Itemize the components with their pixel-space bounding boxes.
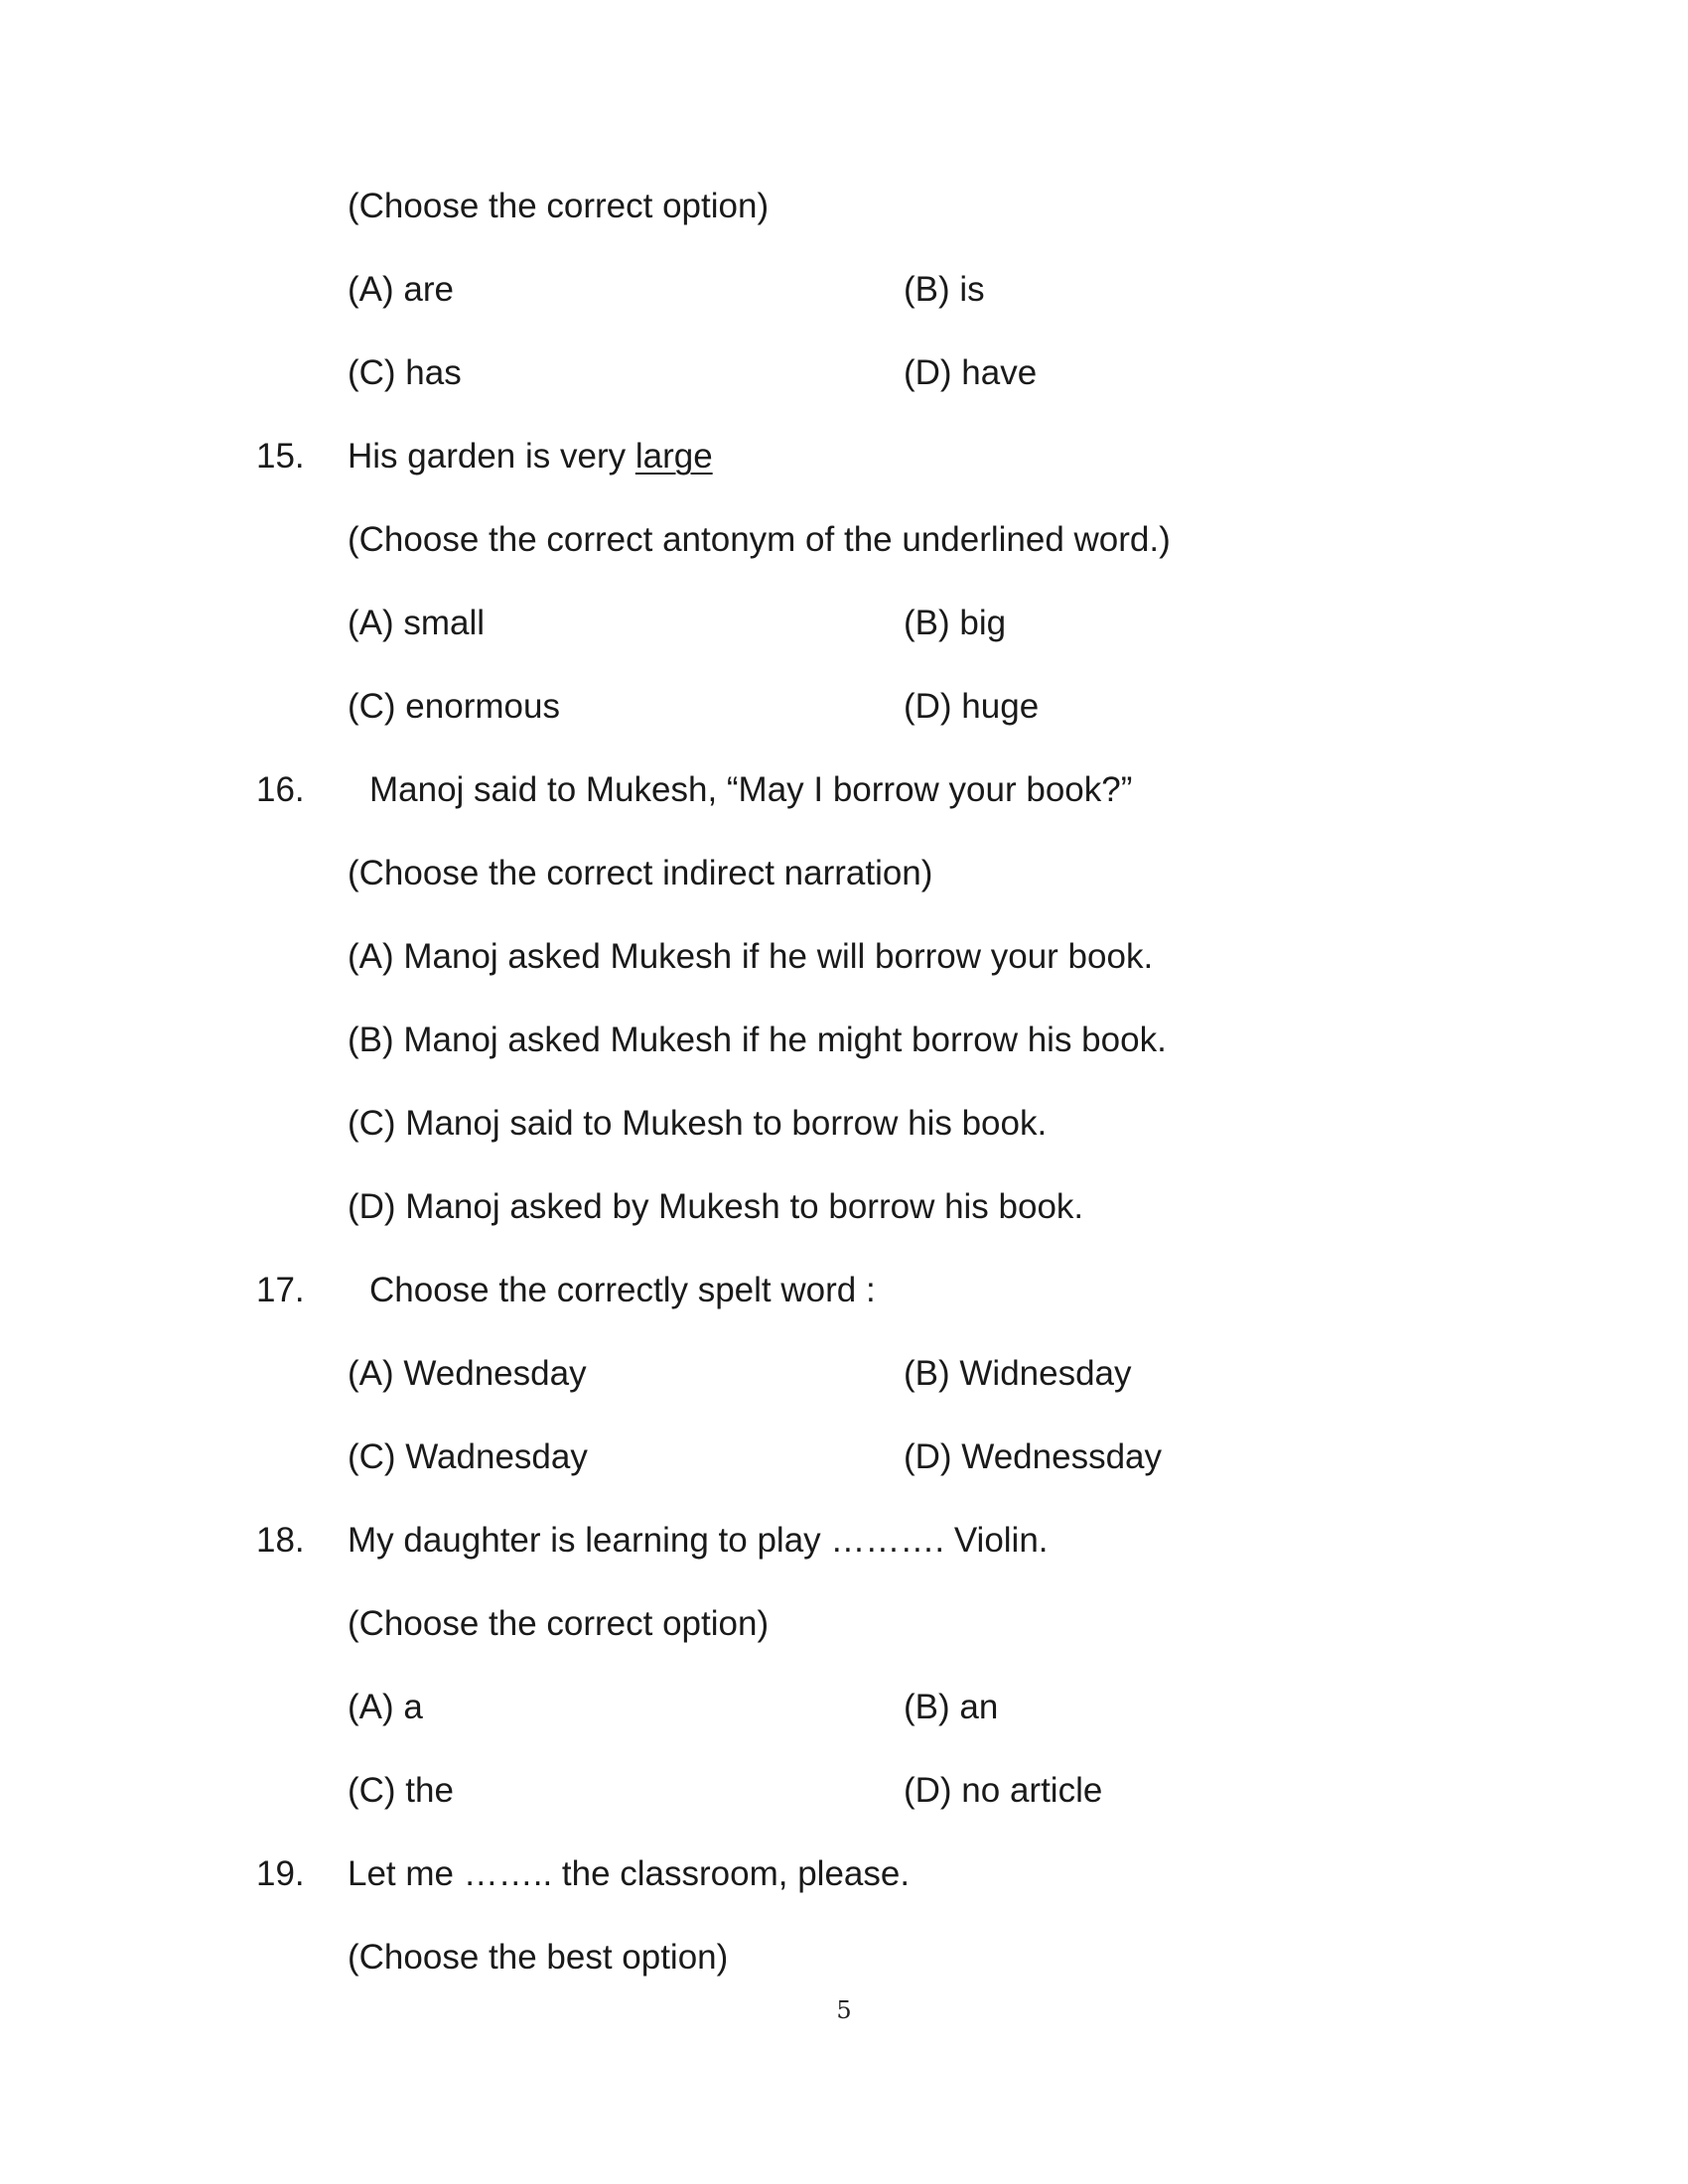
q14-option-a: (A) are — [348, 270, 454, 309]
q16-option-d: (D) Manoj asked by Mukesh to borrow his book. — [348, 1187, 1084, 1226]
q18-option-c: (C) the — [348, 1771, 454, 1810]
q18-number: 18. — [256, 1521, 305, 1560]
q18-prompt: My daughter is learning to play ………. Violin. — [348, 1521, 1049, 1560]
q18-option-a: (A) a — [348, 1688, 423, 1726]
q18-option-b: (B) an — [904, 1688, 999, 1726]
q15-option-c: (C) enormous — [348, 687, 560, 726]
q19-prompt: Let me …….. the classroom, please. — [348, 1854, 911, 1893]
q16-number: 16. — [256, 770, 305, 809]
q14-instruction: (Choose the correct option) — [348, 187, 770, 225]
q17-number: 17. — [256, 1271, 305, 1309]
q19-number: 19. — [256, 1854, 305, 1893]
q14-option-c: (C) has — [348, 353, 462, 392]
q16-prompt: Manoj said to Mukesh, “May I borrow your book?” — [369, 770, 1133, 809]
q16-option-b: (B) Manoj asked Mukesh if he might borrow his book. — [348, 1021, 1167, 1059]
q15-option-a: (A) small — [348, 604, 486, 642]
q15-number: 15. — [256, 437, 305, 476]
q15-option-b: (B) big — [904, 604, 1007, 642]
q16-option-c: (C) Manoj said to Mukesh to borrow his book. — [348, 1104, 1048, 1143]
q17-option-d: (D) Wednessday — [904, 1437, 1163, 1476]
q19-instruction: (Choose the best option) — [348, 1938, 729, 1977]
page-number: 5 — [836, 1996, 852, 2024]
q18-option-d: (D) no article — [904, 1771, 1103, 1810]
q18-instruction: (Choose the correct option) — [348, 1604, 770, 1643]
q15-option-d: (D) huge — [904, 687, 1040, 726]
q15-underlined-word: large — [634, 437, 713, 476]
q17-option-c: (C) Wadnesday — [348, 1437, 588, 1476]
q14-option-d: (D) have — [904, 353, 1038, 392]
q16-instruction: (Choose the correct indirect narration) — [348, 854, 933, 892]
q17-option-a: (A) Wednesday — [348, 1354, 587, 1393]
q17-option-b: (B) Widnesday — [904, 1354, 1132, 1393]
q14-option-b: (B) is — [904, 270, 985, 309]
q15-instruction: (Choose the correct antonym of the underlined word.) — [348, 520, 1171, 559]
q17-prompt: Choose the correctly spelt word : — [369, 1271, 876, 1309]
q15-prompt-text: His garden is very — [348, 437, 635, 476]
q15-prompt — [348, 439, 713, 474]
q16-option-a: (A) Manoj asked Mukesh if he will borrow your book. — [348, 937, 1154, 976]
